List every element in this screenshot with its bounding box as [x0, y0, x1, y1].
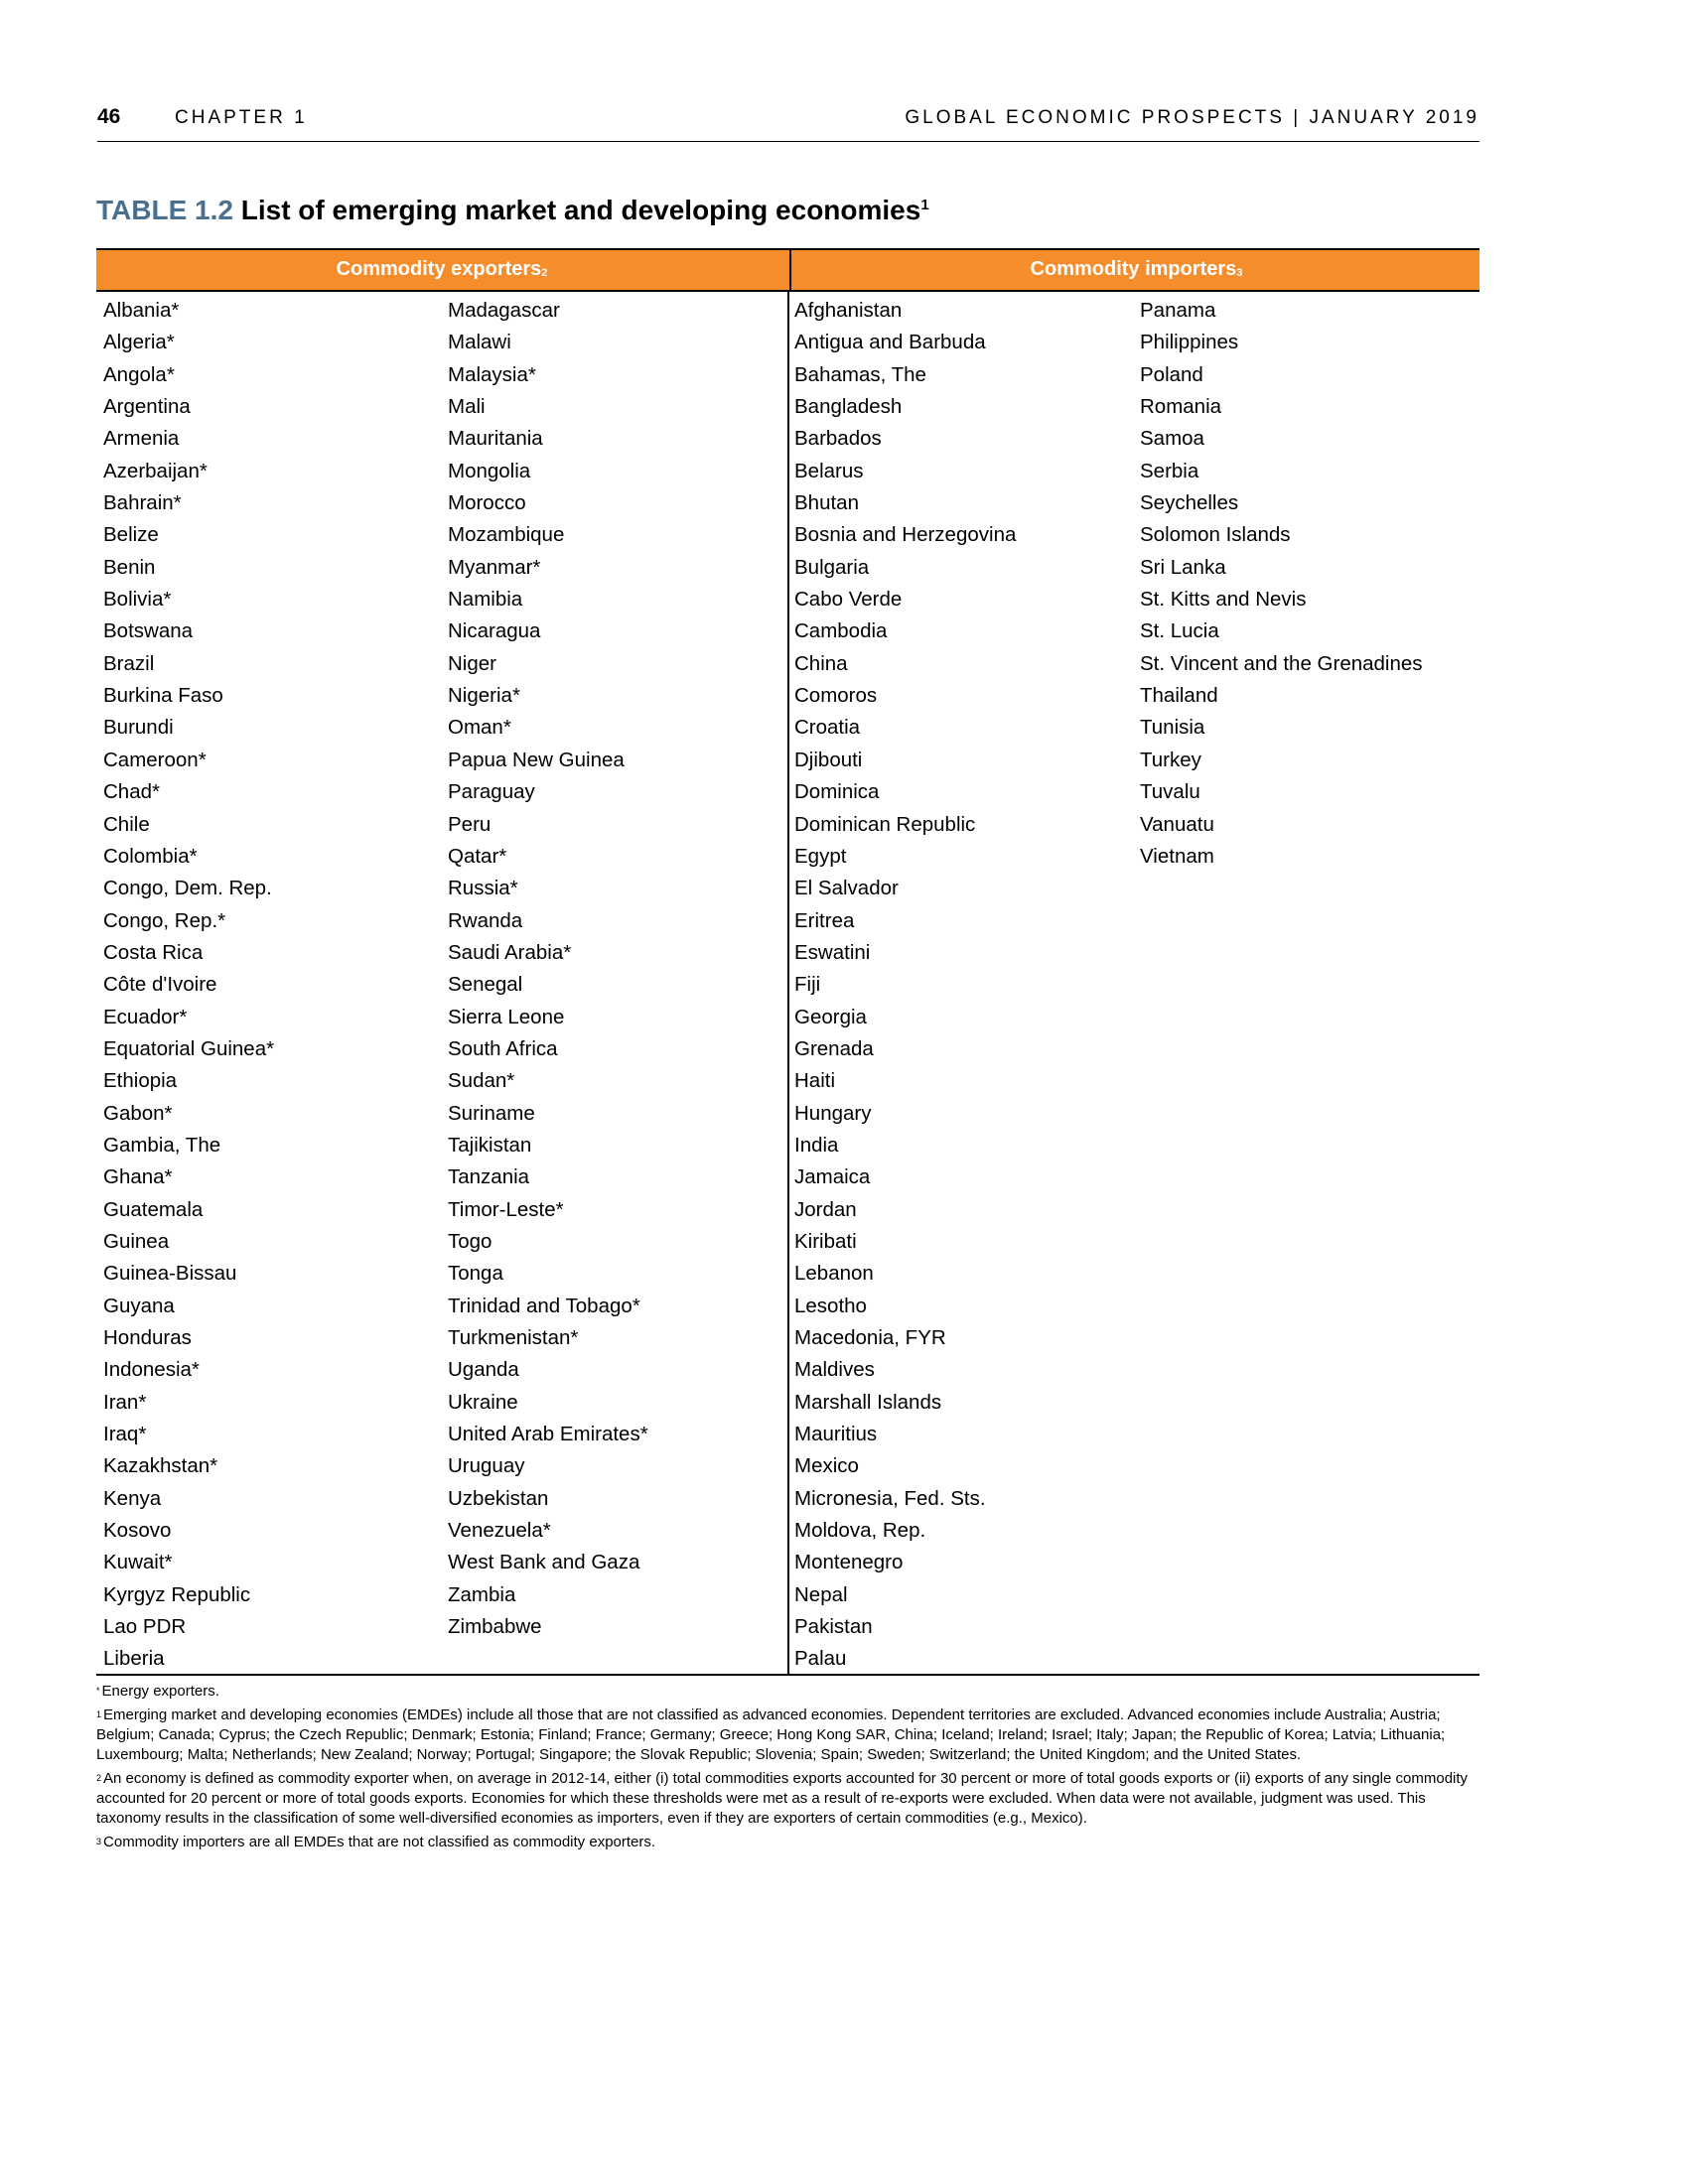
economy-entry: Nicaragua	[448, 619, 541, 643]
economy-entry: Timor-Leste*	[448, 1197, 564, 1221]
economy-entry: Myanmar*	[448, 555, 541, 579]
economy-entry: Marshall Islands	[794, 1390, 942, 1414]
economy-entry: Brazil	[103, 651, 155, 675]
economy-entry: Colombia*	[103, 844, 198, 868]
economy-entry: Trinidad and Tobago*	[448, 1294, 640, 1317]
table-notes	[96, 1682, 1481, 1856]
economy-entry: Côte d'Ivoire	[103, 973, 217, 997]
economy-entry: Tanzania	[448, 1165, 530, 1189]
economy-entry: Fiji	[794, 973, 821, 997]
economy-entry: Malaysia*	[448, 362, 536, 386]
economy-entry: Oman*	[448, 716, 511, 740]
economy-entry: Mauritius	[794, 1423, 878, 1446]
economy-entry: Mauritania	[448, 427, 543, 451]
economy-entry: Poland	[1140, 362, 1203, 386]
economy-entry: Benin	[103, 555, 156, 579]
note-1	[96, 1706, 1481, 1765]
economy-entry: Uruguay	[448, 1454, 525, 1478]
economy-entry: Indonesia*	[103, 1358, 200, 1382]
note-mark: 2	[96, 1773, 102, 1783]
economy-entry: Albania*	[103, 299, 180, 322]
table-title-text: List of emerging market and developing economies	[240, 195, 921, 225]
economy-entry: Eritrea	[794, 908, 855, 932]
economy-entry: Algeria*	[103, 331, 175, 354]
economy-entry: Mongolia	[448, 459, 531, 482]
economy-entry: India	[794, 1133, 839, 1157]
header-exporters-label: Commodity exporters	[336, 258, 542, 280]
economies-table	[96, 248, 1479, 1676]
exporters-column-1	[103, 292, 274, 1676]
economy-entry: Uganda	[448, 1358, 519, 1382]
economy-entry: Botswana	[103, 619, 194, 643]
economy-entry: Rwanda	[448, 908, 523, 932]
note-mark: 3	[96, 1837, 102, 1846]
economy-entry: Djibouti	[794, 748, 863, 771]
economy-entry: Bahamas, The	[794, 362, 926, 386]
economy-entry: Bulgaria	[794, 555, 870, 579]
importers-column-1	[794, 292, 1016, 1676]
economy-entry: Bangladesh	[794, 395, 903, 419]
note-mark: *	[96, 1686, 100, 1696]
economy-entry: Kazakhstan*	[103, 1454, 218, 1478]
economy-entry: Palau	[794, 1647, 847, 1671]
page-number: 46	[97, 105, 121, 128]
economy-entry: Paraguay	[448, 780, 535, 804]
economy-entry: Suriname	[448, 1101, 535, 1125]
economy-entry: Croatia	[794, 716, 861, 740]
economy-entry: Solomon Islands	[1140, 523, 1291, 547]
economy-entry: Madagascar	[448, 299, 560, 322]
economy-entry: Saudi Arabia*	[448, 940, 572, 964]
header-importers-label: Commodity importers	[1030, 258, 1237, 280]
economy-entry: Belarus	[794, 459, 864, 482]
economy-entry: Kuwait*	[103, 1551, 173, 1574]
economy-entry: Pakistan	[794, 1615, 873, 1639]
economy-entry: Liberia	[103, 1647, 165, 1671]
note-text: Energy exporters.	[101, 1683, 219, 1700]
table-label: TABLE 1.2	[96, 195, 233, 225]
economy-entry: Jordan	[794, 1197, 857, 1221]
economy-entry: Tunisia	[1140, 716, 1205, 740]
economy-entry: Barbados	[794, 427, 882, 451]
note-2	[96, 1769, 1481, 1829]
economy-entry: Tuvalu	[1140, 780, 1200, 804]
note-text: An economy is defined as commodity exporter when, on average in 2012-14, either (i) total commodities exports accounted for 30 percent or more of total goods exports or (ii) exports of any single commodity accounted for 20 percent or more of total goods exports. Economies for which these thresholds were met as a result of re-exports were excluded. When data were not available, judgment was used. This taxonomy results in the classification of some well-diversified economies as importers, even if they are exporters of certain commodities (e.g., Mexico).	[96, 1770, 1469, 1827]
economy-entry: Vietnam	[1140, 844, 1214, 868]
economy-entry: Tajikistan	[448, 1133, 532, 1157]
economy-entry: Jamaica	[794, 1165, 871, 1189]
economy-entry: Kyrgyz Republic	[103, 1582, 251, 1606]
page-header	[97, 103, 1479, 142]
importers-column-2	[1140, 292, 1423, 873]
economy-entry: Micronesia, Fed. Sts.	[794, 1486, 986, 1510]
economy-entry: Qatar*	[448, 844, 507, 868]
economy-entry: Cameroon*	[103, 748, 207, 771]
economy-entry: Georgia	[794, 1005, 867, 1028]
economy-entry: Burkina Faso	[103, 684, 223, 708]
economy-entry: Equatorial Guinea*	[103, 1036, 275, 1060]
table-title-note: 1	[920, 197, 929, 213]
economy-entry: Bolivia*	[103, 588, 172, 612]
economy-entry: Senegal	[448, 973, 523, 997]
header-exporters-note: 2	[541, 267, 548, 279]
economy-entry: Mexico	[794, 1454, 859, 1478]
economy-entry: Papua New Guinea	[448, 748, 625, 771]
economy-entry: St. Vincent and the Grenadines	[1140, 651, 1423, 675]
table-body	[96, 292, 1479, 1676]
economy-entry: Malawi	[448, 331, 511, 354]
economy-entry: Belize	[103, 523, 159, 547]
economy-entry: Lesotho	[794, 1294, 867, 1317]
economy-entry: Ukraine	[448, 1390, 518, 1414]
economy-entry: Lebanon	[794, 1262, 874, 1286]
economy-entry: West Bank and Gaza	[448, 1551, 640, 1574]
economy-entry: Morocco	[448, 491, 526, 515]
economy-entry: Ecuador*	[103, 1005, 188, 1028]
economy-entry: Cabo Verde	[794, 588, 903, 612]
economy-entry: Antigua and Barbuda	[794, 331, 986, 354]
economy-entry: Zambia	[448, 1582, 516, 1606]
note-energy	[96, 1682, 1481, 1702]
economy-entry: Philippines	[1140, 331, 1239, 354]
economy-entry: South Africa	[448, 1036, 558, 1060]
economy-entry: Eswatini	[794, 940, 871, 964]
economy-entry: Congo, Rep.*	[103, 908, 226, 932]
note-3	[96, 1833, 1481, 1852]
table-header-row	[96, 248, 1479, 292]
economy-entry: Sri Lanka	[1140, 555, 1226, 579]
header-commodity-exporters	[96, 250, 787, 290]
economy-entry: Niger	[448, 651, 496, 675]
economy-entry: Comoros	[794, 684, 878, 708]
economy-entry: Iraq*	[103, 1423, 147, 1446]
economy-entry: Bosnia and Herzegovina	[794, 523, 1017, 547]
economy-entry: Dominica	[794, 780, 880, 804]
economy-entry: Mozambique	[448, 523, 565, 547]
economy-entry: Bahrain*	[103, 491, 182, 515]
economy-entry: Cambodia	[794, 619, 888, 643]
economy-entry: China	[794, 651, 848, 675]
economy-entry: Congo, Dem. Rep.	[103, 877, 272, 900]
economy-entry: Zimbabwe	[448, 1615, 542, 1639]
running-title: GLOBAL ECONOMIC PROSPECTS | JANUARY 2019	[905, 107, 1479, 128]
economy-entry: Guinea	[103, 1229, 170, 1253]
economy-entry: Hungary	[794, 1101, 872, 1125]
note-mark: 1	[96, 1709, 102, 1719]
header-commodity-importers	[789, 250, 1481, 290]
economy-entry: Lao PDR	[103, 1615, 187, 1639]
economy-entry: Panama	[1140, 299, 1216, 322]
economy-entry: Haiti	[794, 1069, 836, 1093]
economy-entry: Ghana*	[103, 1165, 173, 1189]
economy-entry: Montenegro	[794, 1551, 904, 1574]
column-divider	[787, 292, 789, 1674]
economy-entry: Gambia, The	[103, 1133, 221, 1157]
economy-entry: Chad*	[103, 780, 160, 804]
economy-entry: Turkey	[1140, 748, 1201, 771]
economy-entry: Moldova, Rep.	[794, 1519, 926, 1543]
economy-entry: Peru	[448, 812, 492, 836]
header-importers-note: 3	[1236, 267, 1243, 279]
economy-entry: Sierra Leone	[448, 1005, 565, 1028]
economy-entry: Egypt	[794, 844, 847, 868]
economy-entry: Macedonia, FYR	[794, 1326, 946, 1349]
economy-entry: Uzbekistan	[448, 1486, 549, 1510]
economy-entry: Maldives	[794, 1358, 875, 1382]
economy-entry: Burundi	[103, 716, 174, 740]
economy-entry: Nepal	[794, 1582, 848, 1606]
note-text: Commodity importers are all EMDEs that are not classified as commodity exporters.	[103, 1834, 656, 1850]
economy-entry: St. Lucia	[1140, 619, 1219, 643]
economy-entry: Guyana	[103, 1294, 175, 1317]
economy-entry: Bhutan	[794, 491, 859, 515]
economy-entry: Costa Rica	[103, 940, 204, 964]
economy-entry: Vanuatu	[1140, 812, 1214, 836]
economy-entry: Grenada	[794, 1036, 874, 1060]
economy-entry: Gabon*	[103, 1101, 173, 1125]
economy-entry: Azerbaijan*	[103, 459, 208, 482]
economy-entry: Chile	[103, 812, 150, 836]
economy-entry: United Arab Emirates*	[448, 1423, 648, 1446]
economy-entry: St. Kitts and Nevis	[1140, 588, 1307, 612]
economy-entry: Russia*	[448, 877, 518, 900]
economy-entry: Serbia	[1140, 459, 1199, 482]
economy-entry: Turkmenistan*	[448, 1326, 579, 1349]
economy-entry: Honduras	[103, 1326, 192, 1349]
economy-entry: Iran*	[103, 1390, 147, 1414]
economy-entry: Venezuela*	[448, 1519, 551, 1543]
economy-entry: El Salvador	[794, 877, 899, 900]
economy-entry: Afghanistan	[794, 299, 903, 322]
table-title	[96, 195, 929, 226]
economy-entry: Thailand	[1140, 684, 1218, 708]
economy-entry: Sudan*	[448, 1069, 515, 1093]
economy-entry: Guinea-Bissau	[103, 1262, 237, 1286]
economy-entry: Samoa	[1140, 427, 1204, 451]
economy-entry: Ethiopia	[103, 1069, 178, 1093]
economy-entry: Tonga	[448, 1262, 503, 1286]
economy-entry: Togo	[448, 1229, 492, 1253]
economy-entry: Namibia	[448, 588, 523, 612]
exporters-column-2	[448, 292, 648, 1643]
economy-entry: Mali	[448, 395, 486, 419]
economy-entry: Dominican Republic	[794, 812, 976, 836]
economy-entry: Argentina	[103, 395, 191, 419]
economy-entry: Guatemala	[103, 1197, 204, 1221]
economy-entry: Seychelles	[1140, 491, 1239, 515]
economy-entry: Romania	[1140, 395, 1222, 419]
economy-entry: Kosovo	[103, 1519, 172, 1543]
economy-entry: Angola*	[103, 362, 175, 386]
chapter-label: CHAPTER 1	[175, 107, 308, 128]
economy-entry: Armenia	[103, 427, 180, 451]
economy-entry: Kiribati	[794, 1229, 857, 1253]
economy-entry: Kenya	[103, 1486, 162, 1510]
economy-entry: Nigeria*	[448, 684, 520, 708]
note-text: Emerging market and developing economies (EMDEs) include all those that are not classified as advanced economies. Dependent territories are excluded. Advanced economies include Australia; Austria; Belgium; Canada; Cyprus; the Czech Republic; Denmark; Estonia; Finland; France; Germany; Greece; Hong Kong SAR, China; Iceland; Ireland; Israel; Italy; Japan; the Republic of Korea; Latvia; Lithuania; Luxembourg; Malta; Netherlands; New Zealand; Norway; Portugal; Singapore; the Slovak Republic; Slovenia; Spain; Sweden; Switzerland; the United Kingdom; and the United States.	[96, 1706, 1446, 1763]
